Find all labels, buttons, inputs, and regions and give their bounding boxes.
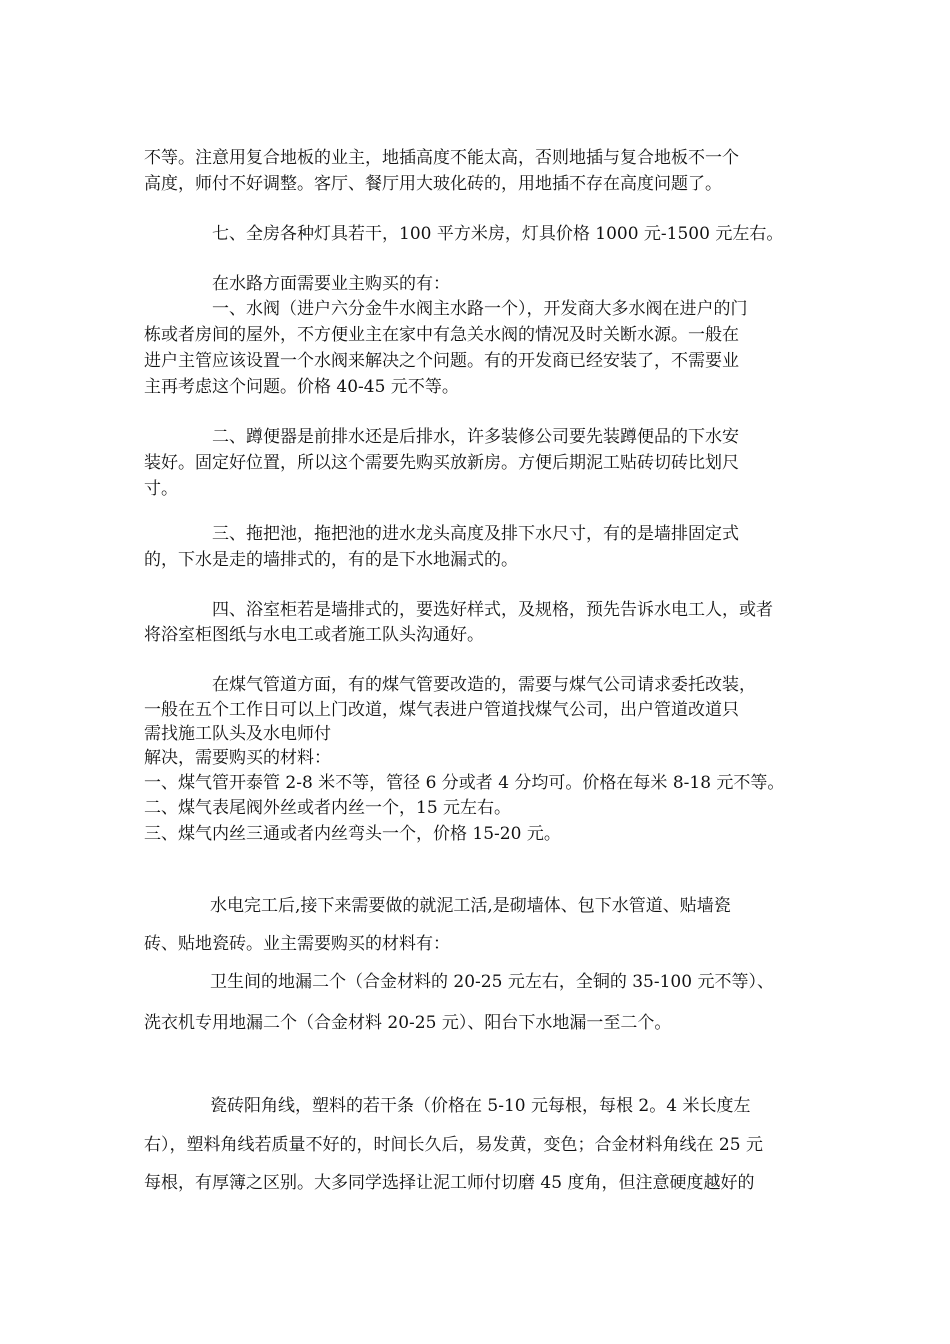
text-line: 砖、贴地瓷砖。业主需要购买的材料有：: [144, 934, 450, 954]
tile-para-3: 瓷砖阳角线，塑料的若干条（价格在 5-10 元每根，每根 2。4 米长度左: [210, 1096, 751, 1116]
tile-para-1: 水电完工后,接下来需要做的就泥工活,是砌墙体、包下水管道、贴墙瓷: [210, 896, 731, 916]
text-line: 进户主管应该设置一个水阀来解决之个问题。有的开发商已经安装了，不需要业: [144, 351, 739, 371]
text-line: 右），塑料角线若质量不好的，时间长久后，易发黄，变色；合金材料角线在 25 元: [144, 1135, 763, 1155]
water-item-3: 三、拖把池，拖把池的进水龙头高度及排下水尺寸，有的是墙排固定式: [212, 524, 739, 544]
text-line: 主再考虑这个问题。价格 40-45 元不等。: [144, 377, 459, 397]
item-lighting: 七、全房各种灯具若干，100 平方米房，灯具价格 1000 元-1500 元左右。: [212, 224, 784, 244]
text-line: 装好。固定好位置，所以这个需要先购买放新房。方便后期泥工贴砖切砖比划尺: [144, 453, 739, 473]
gas-intro: 在煤气管道方面，有的煤气管要改造的，需要与煤气公司请求委托改装，: [212, 675, 756, 695]
text-line: 需找施工队头及水电师付: [144, 724, 331, 744]
text-line: 每根，有厚簿之区别。大多同学选择让泥工师付切磨 45 度角，但注意硬度越好的: [144, 1173, 755, 1193]
text-line: 不等。注意用复合地板的业主，地插高度不能太高，否则地插与复合地板不一个: [144, 148, 739, 168]
text-line: 寸。: [144, 479, 178, 499]
text-line: 一般在五个工作日可以上门改道，煤气表进户管道找煤气公司，出户管道改道只: [144, 700, 739, 720]
text-line: 将浴室柜图纸与水电工或者施工队头沟通好。: [144, 625, 484, 645]
text-line: 的，下水是走的墙排式的，有的是下水地漏式的。: [144, 550, 518, 570]
water-item-2: 二、蹲便器是前排水还是后排水，许多装修公司要先装蹲便品的下水安: [212, 427, 739, 447]
gas-item: 二、煤气表尾阀外丝或者内丝一个，15 元左右。: [144, 798, 512, 818]
text-line: 洗衣机专用地漏二个（合金材料 20-25 元）、阳台下水地漏一至二个。: [144, 1013, 672, 1033]
water-item-1: 一、水阀（进户六分金牛水阀主水路一个），开发商大多水阀在进户的门: [212, 299, 748, 319]
gas-item: 三、煤气内丝三通或者内丝弯头一个，价格 15-20 元。: [144, 824, 561, 844]
water-item-4: 四、浴室柜若是墙排式的，要选好样式，及规格，预先告诉水电工人，或者: [212, 600, 773, 620]
text-line: 栋或者房间的屋外，不方便业主在家中有急关水阀的情况及时关断水源。一般在: [144, 325, 739, 345]
text-line: 解决，需要购买的材料：: [144, 748, 331, 768]
text-line: 高度，师付不好调整。客厅、餐厅用大玻化砖的，用地插不存在高度问题了。: [144, 174, 722, 194]
water-intro: 在水路方面需要业主购买的有：: [212, 274, 450, 294]
gas-item: 一、煤气管开泰管 2-8 米不等，管径 6 分或者 4 分均可。价格在每米 8-18 元不等。: [144, 773, 785, 793]
tile-para-2: 卫生间的地漏二个（合金材料的 20-25 元左右，全铜的 35-100 元不等）、: [210, 972, 774, 992]
